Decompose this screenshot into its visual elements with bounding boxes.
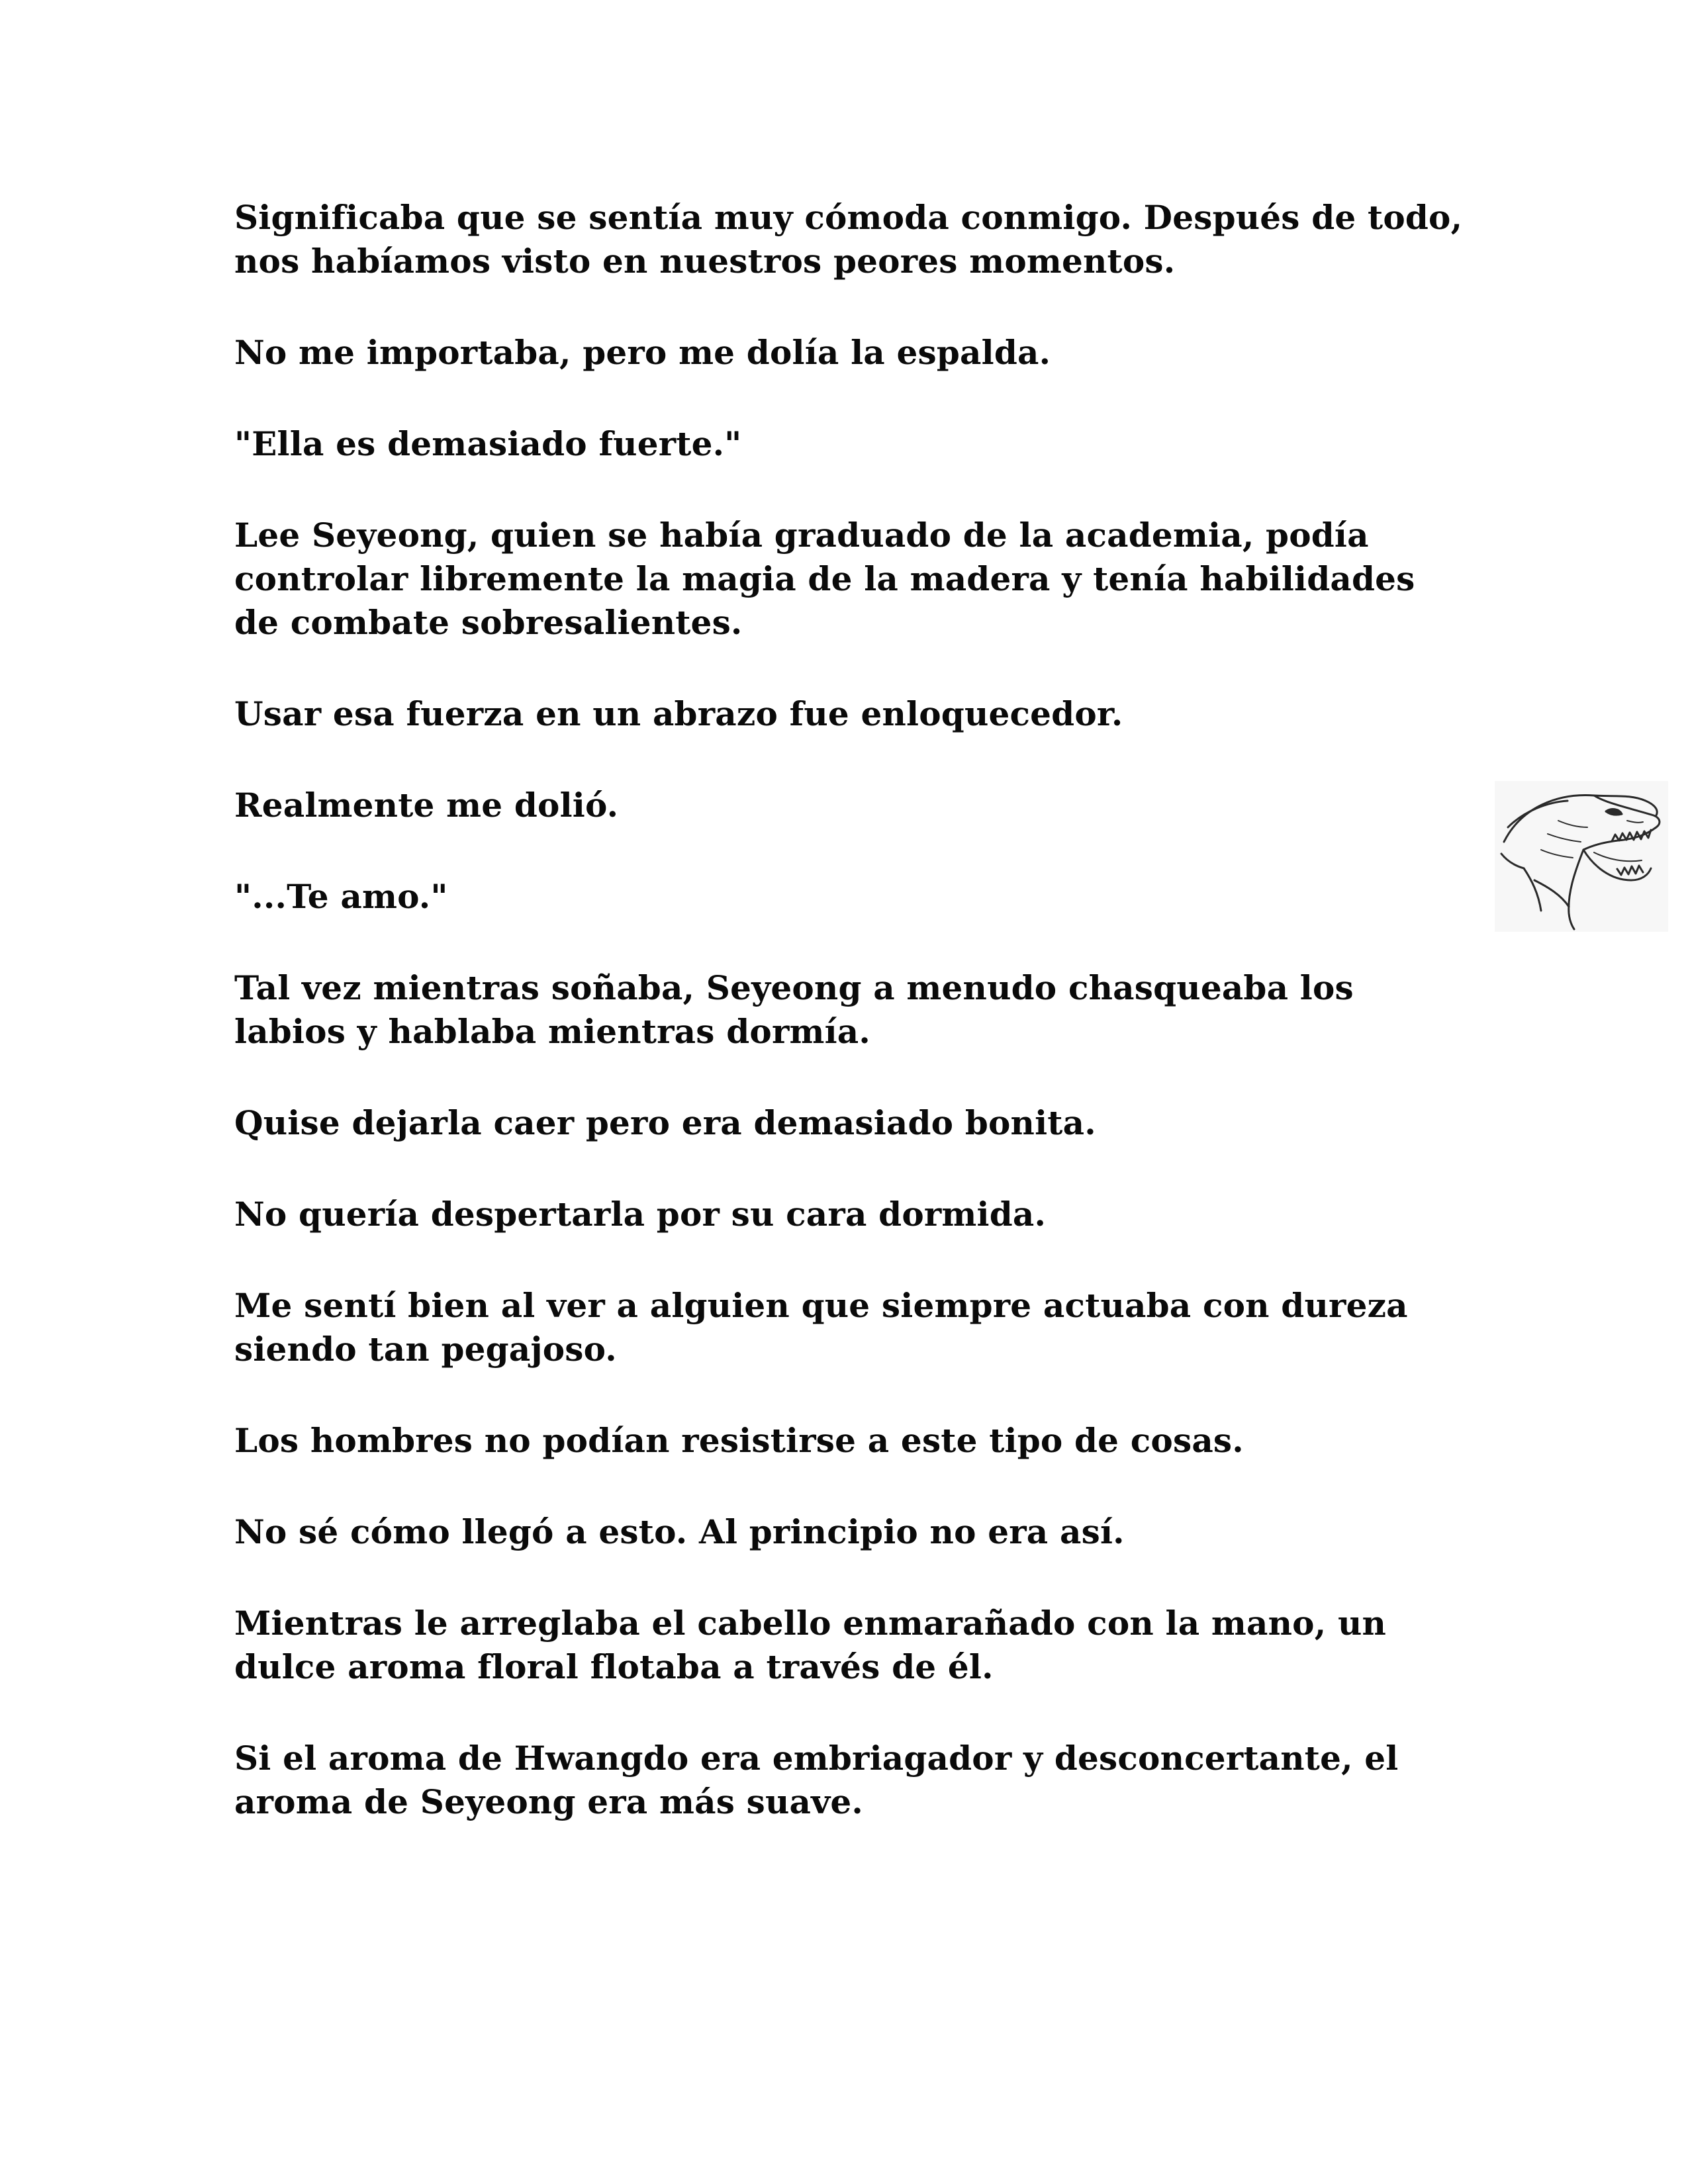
paragraph: No me importaba, pero me dolía la espalda. [234, 333, 1051, 372]
text-body [234, 196, 1466, 1872]
paragraph: "Ella es demasiado fuerte." [234, 424, 742, 463]
paragraph: Me sentí bien al ver a alguien que siempre actuaba con dureza siendo tan pegajoso. [234, 1286, 1408, 1369]
paragraph: No sé cómo llegó a esto. Al principio no era así. [234, 1512, 1125, 1551]
paragraph: Realmente me dolió. [234, 786, 619, 825]
paragraph: Lee Seyeong, quien se había graduado de la academia, podía controlar libremente la magia de la madera y tenía habilidades de combate sobresalientes. [234, 516, 1415, 642]
paragraph: Tal vez mientras soñaba, Seyeong a menudo chasqueaba los labios y hablaba mientras dormía. [234, 968, 1354, 1051]
paragraph: Los hombres no podían resistirse a este tipo de cosas. [234, 1421, 1244, 1460]
paragraph: Usar esa fuerza en un abrazo fue enloquecedor. [234, 694, 1123, 733]
paragraph: Si el aroma de Hwangdo era embriagador y desconcertante, el aroma de Seyeong era más suave. [234, 1739, 1399, 1821]
paragraph: "...Te amo." [234, 877, 448, 916]
paragraph: No quería despertarla por su cara dormida. [234, 1195, 1047, 1234]
dinosaur-head-icon [1495, 781, 1668, 932]
paragraph: Significaba que se sentía muy cómoda conmigo. Después de todo, nos habíamos visto en nuestros peores momentos. [234, 198, 1463, 281]
paragraph: Quise dejarla caer pero era demasiado bonita. [234, 1103, 1096, 1142]
paragraph: Mientras le arreglaba el cabello enmarañado con la mano, un dulce aroma floral flotaba a través de él. [234, 1604, 1387, 1686]
